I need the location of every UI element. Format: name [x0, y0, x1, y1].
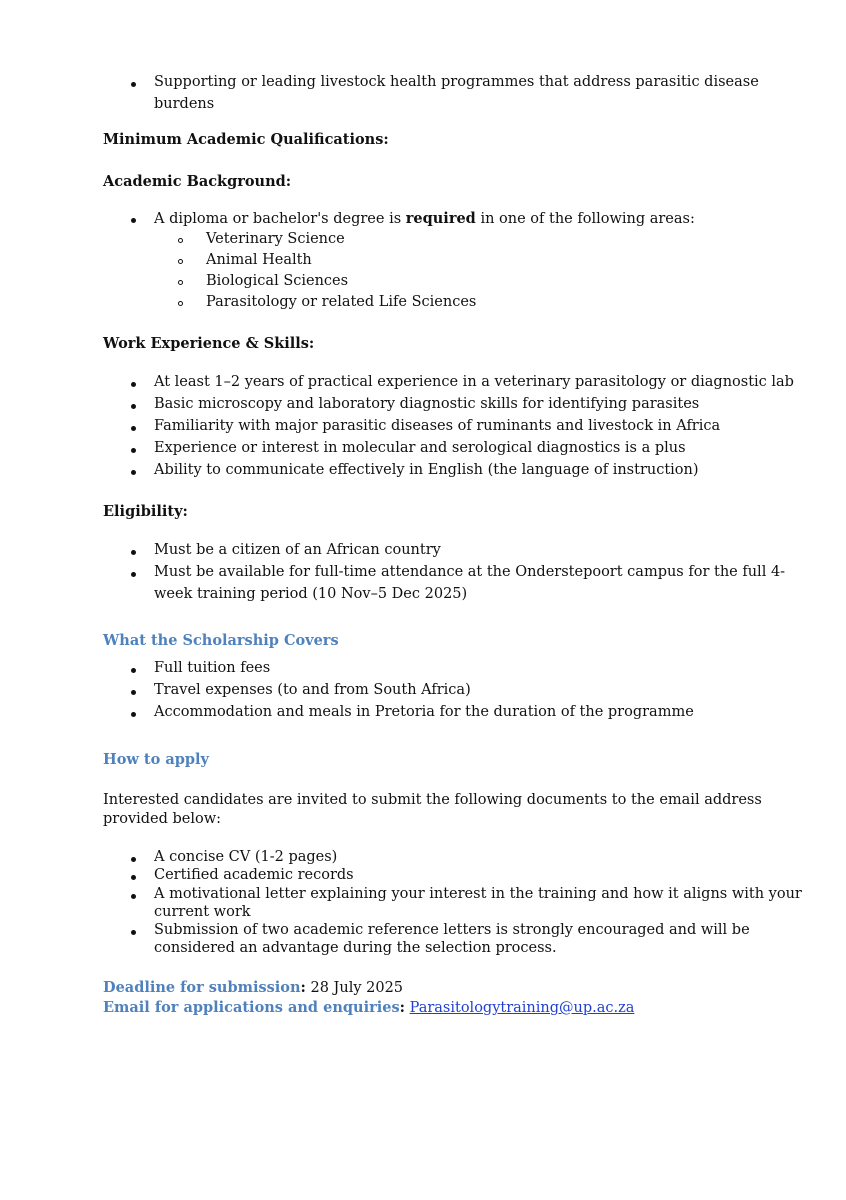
circle-bullet-icon [178, 238, 183, 243]
eligibility-item-line1: Must be available for full-time attendance at the Onderstepoort campus for the full 4- [154, 564, 786, 580]
bullet-icon [131, 857, 136, 862]
work-item: Familiarity with major parasitic diseases of ruminants and livestock in Africa [154, 418, 721, 434]
deadline-colon: : [300, 979, 306, 996]
covers-item: Travel expenses (to and from South Africa) [154, 682, 471, 698]
bullet-icon [131, 690, 136, 695]
covers-item: Full tuition fees [154, 660, 271, 676]
apply-intro-line2: provided below: [103, 811, 222, 827]
deadline-line [103, 979, 403, 996]
apply-item: Certified academic records [154, 867, 354, 883]
eligibility-item-line2: week training period (10 Nov–5 Dec 2025) [154, 586, 468, 602]
apply-item: A concise CV (1-2 pages) [154, 849, 338, 865]
covers-item: Accommodation and meals in Pretoria for the duration of the programme [154, 704, 694, 720]
area-item: Biological Sciences [206, 273, 349, 289]
deadline-label: Deadline for submission [103, 979, 301, 996]
bullet-icon [131, 894, 136, 899]
covers-heading: What the Scholarship Covers [103, 632, 339, 649]
bullet-icon [131, 448, 136, 453]
bullet-icon [131, 572, 136, 577]
apply-item-line2: current work [154, 904, 251, 920]
bullet-icon [131, 930, 136, 935]
apply-heading: How to apply [103, 751, 209, 768]
apply-intro-line1: Interested candidates are invited to submit the following documents to the email address [103, 792, 762, 808]
bullet-icon [131, 404, 136, 409]
work-heading: Work Experience & Skills: [103, 335, 315, 352]
work-item: Experience or interest in molecular and serological diagnostics is a plus [154, 440, 686, 456]
bullet-icon [131, 668, 136, 673]
bullet-icon [131, 875, 136, 880]
work-item: At least 1–2 years of practical experience in a veterinary parasitology or diagnostic lab [154, 374, 794, 390]
apply-item-line1: Submission of two academic reference letters is strongly encouraged and will be [154, 922, 750, 938]
area-item: Animal Health [206, 252, 312, 268]
bullet-icon [131, 382, 136, 387]
bullet-icon [131, 550, 136, 555]
academic-heading: Academic Background: [103, 173, 292, 190]
circle-bullet-icon [178, 259, 183, 264]
eligibility-item: Must be a citizen of an African country [154, 542, 441, 558]
bullet-icon [131, 82, 136, 87]
bullet-icon [131, 470, 136, 475]
degree-text-required: required [405, 210, 476, 227]
apply-item-line1: A motivational letter explaining your interest in the training and how it aligns with your [154, 886, 802, 902]
work-item: Ability to communicate effectively in English (the language of instruction) [154, 462, 699, 478]
intro-bullet-line2: burdens [154, 96, 215, 112]
bullet-icon [131, 218, 136, 223]
eligibility-heading: Eligibility: [103, 503, 188, 520]
email-colon: : [399, 999, 405, 1016]
bullet-icon [131, 712, 136, 717]
apply-item-line2: considered an advantage during the selection process. [154, 940, 557, 956]
circle-bullet-icon [178, 280, 183, 285]
email-label: Email for applications and enquiries [103, 999, 400, 1016]
bullet-icon [131, 426, 136, 431]
degree-requirement [154, 210, 695, 227]
min-quals-heading: Minimum Academic Qualifications: [103, 131, 389, 148]
intro-bullet-line1: Supporting or leading livestock health programmes that address parasitic disease [154, 74, 759, 90]
email-line [103, 999, 634, 1016]
area-item: Veterinary Science [206, 231, 345, 247]
degree-text-post: in one of the following areas: [480, 211, 695, 227]
area-item: Parasitology or related Life Sciences [206, 294, 477, 310]
work-item: Basic microscopy and laboratory diagnostic skills for identifying parasites [154, 396, 700, 412]
degree-text-pre: A diploma or bachelor's degree is [154, 211, 402, 227]
deadline-value: 28 July 2025 [305, 980, 404, 996]
circle-bullet-icon [178, 301, 183, 306]
email-link[interactable]: Parasitologytraining@up.ac.za [409, 1000, 635, 1016]
